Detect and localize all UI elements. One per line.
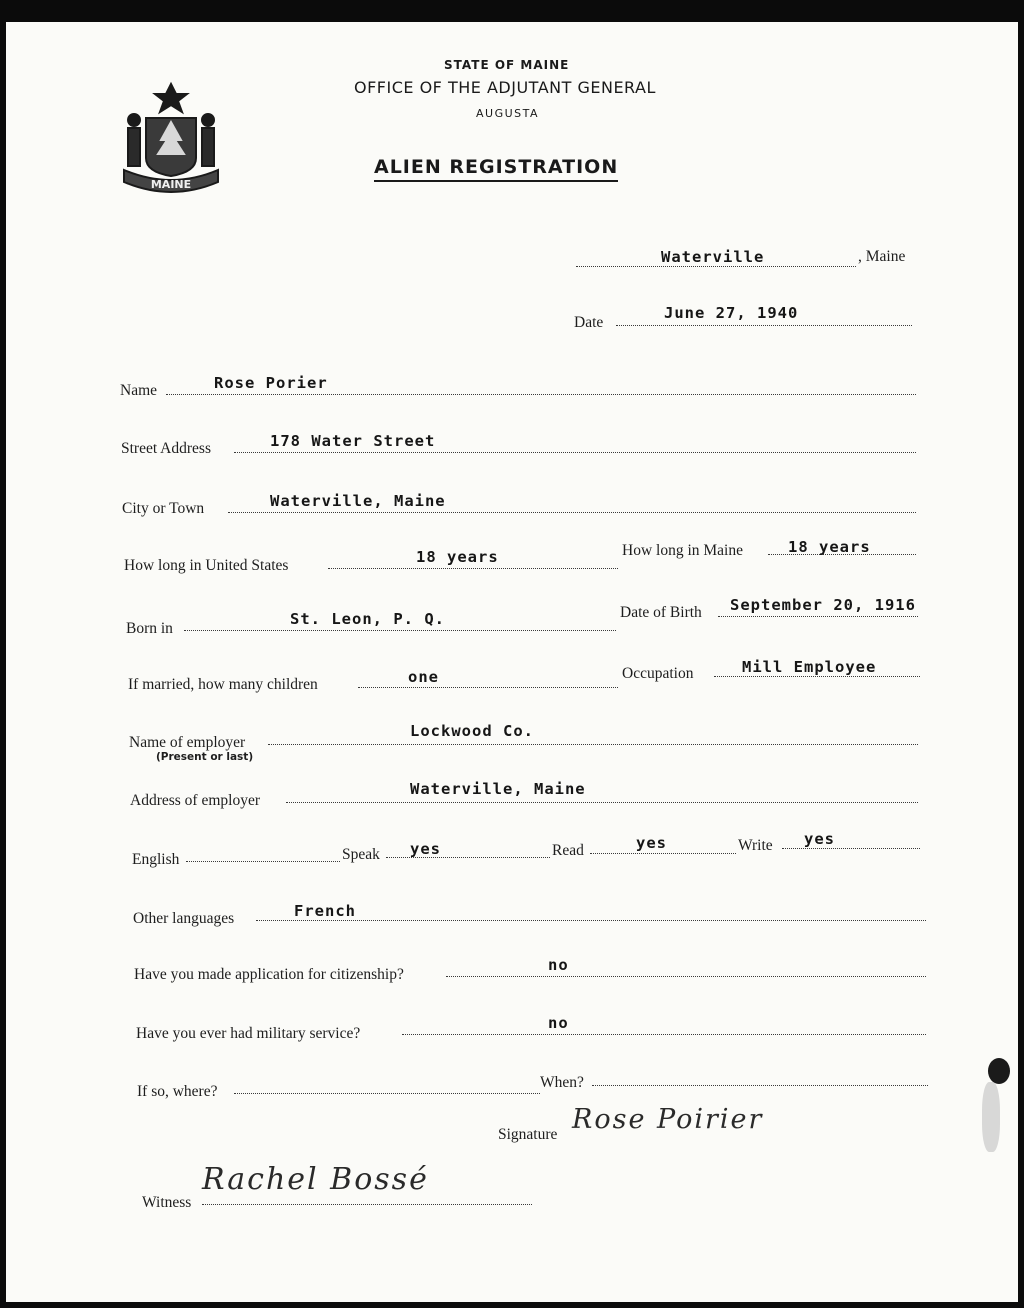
- form-title: ALIEN REGISTRATION: [374, 156, 618, 182]
- date-value: June 27, 1940: [664, 304, 799, 322]
- maine-time-label: How long in Maine: [622, 542, 743, 559]
- dob-value: September 20, 1916: [730, 596, 916, 614]
- read-value: yes: [636, 834, 667, 852]
- speak-value: yes: [410, 840, 441, 858]
- write-label: Write: [738, 837, 773, 854]
- military-label: Have you ever had military service?: [136, 1025, 361, 1042]
- city-label: City or Town: [122, 500, 205, 517]
- office-heading: OFFICE OF THE ADJUTANT GENERAL: [354, 78, 656, 97]
- occupation-label: Occupation: [622, 665, 694, 682]
- citizenship-value: no: [548, 956, 569, 974]
- occupation-value: Mill Employee: [742, 658, 877, 676]
- employer-address-label: Address of employer: [130, 792, 260, 809]
- other-languages-label: Other languages: [133, 910, 235, 927]
- employer-value: Lockwood Co.: [410, 722, 534, 740]
- born-value: St. Leon, P. Q.: [290, 610, 445, 628]
- citizenship-label: Have you made application for citizenship?: [134, 966, 404, 983]
- born-label: Born in: [126, 620, 173, 637]
- dob-label: Date of Birth: [620, 604, 702, 621]
- speak-label: Speak: [342, 846, 380, 863]
- write-value: yes: [804, 830, 835, 848]
- employer-sublabel: (Present or last): [156, 751, 254, 763]
- state-seal-icon: [116, 80, 226, 202]
- place-value: Waterville: [661, 248, 765, 266]
- us-time-label: How long in United States: [124, 557, 289, 574]
- when-label: When?: [540, 1074, 584, 1091]
- signature-label: Signature: [498, 1126, 558, 1143]
- english-label: English: [132, 851, 180, 868]
- children-label: If married, how many children: [128, 676, 318, 693]
- street-label: Street Address: [121, 440, 211, 457]
- date-label: Date: [574, 314, 604, 331]
- where-label: If so, where?: [137, 1083, 218, 1100]
- read-label: Read: [552, 842, 584, 859]
- form-page: [6, 22, 1018, 1302]
- seal-label: MAINE: [150, 178, 192, 191]
- applicant-signature: Rose Poirier: [572, 1104, 764, 1135]
- name-label: Name: [120, 382, 158, 399]
- city-heading: AUGUSTA: [476, 107, 540, 120]
- witness-signature: Rachel Bossé: [202, 1162, 429, 1197]
- place-suffix: , Maine: [858, 248, 906, 265]
- other-languages-value: French: [294, 902, 356, 920]
- children-value: one: [408, 668, 439, 686]
- us-time-value: 18 years: [416, 548, 499, 566]
- name-value: Rose Porier: [214, 374, 328, 392]
- employer-label: Name of employer: [129, 734, 246, 751]
- witness-label: Witness: [142, 1194, 192, 1211]
- maine-time-value: 18 years: [788, 538, 871, 556]
- employer-address-value: Waterville, Maine: [410, 780, 586, 798]
- city-value: Waterville, Maine: [270, 492, 446, 510]
- state-heading: STATE OF MAINE: [444, 58, 570, 72]
- street-value: 178 Water Street: [270, 432, 436, 450]
- military-value: no: [548, 1014, 569, 1032]
- ink-blot: [988, 1058, 1010, 1084]
- ink-smear: [982, 1082, 1000, 1152]
